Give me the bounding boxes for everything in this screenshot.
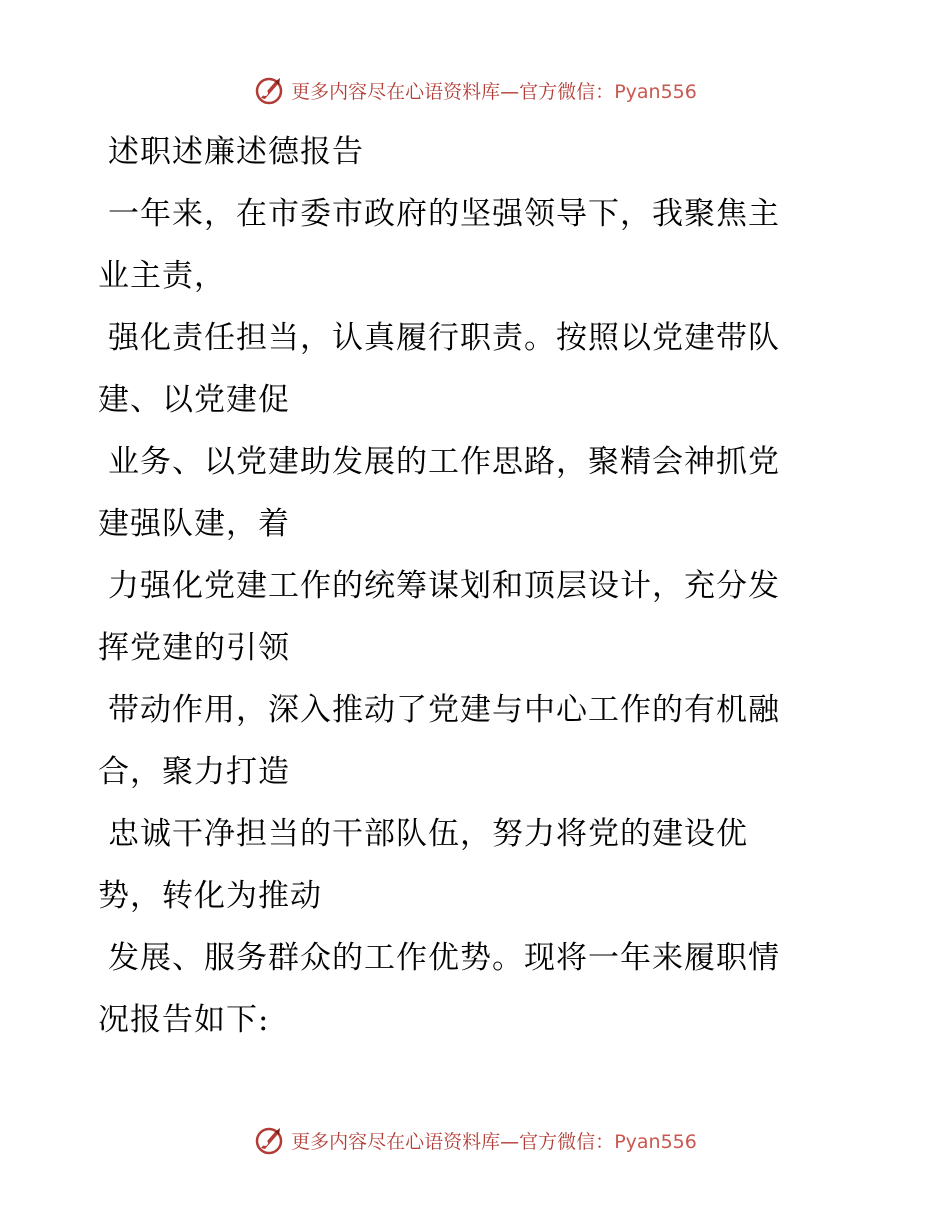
paragraph-line: 强化责任担当，认真履行职责。按照以党建带队 [108,320,780,357]
document-body [98,122,838,1052]
watermark-wechat-id: Pyan556 [614,80,697,103]
paragraph-line: 挥党建的引领 [98,630,290,667]
paragraph-line: 业务、以党建助发展的工作思路，聚精会神抓党 [108,444,780,481]
paragraph-line: 业主责， [98,258,226,295]
paragraph-line: 带动作用，深入推动了党建与中心工作的有机融 [108,692,780,729]
watermark-wechat-label: 官方微信： [519,80,615,103]
quill-seal-icon [253,74,285,106]
watermark-main: 更多内容尽在心语资料库 [291,1130,501,1153]
paragraph-line: 发展、服务群众的工作优势。现将一年来履职情 [108,940,780,977]
paragraph-line: 合，聚力打造 [98,754,290,791]
watermark-text [291,77,697,104]
quill-seal-icon [253,1124,285,1156]
watermark-wechat-id: Pyan556 [614,1130,697,1153]
watermark-wechat-label: 官方微信： [519,1130,615,1153]
paragraph-line: 建强队建，着 [98,506,290,543]
paragraph-line: 力强化党建工作的统筹谋划和顶层设计，充分发 [108,568,780,605]
paragraph-line: 一年来，在市委市政府的坚强领导下，我聚焦主 [108,196,780,233]
document-title: 述职述廉述德报告 [108,134,364,171]
footer-watermark [0,1120,950,1160]
paragraph-line: 忠诚干净担当的干部队伍，努力将党的建设优 [108,816,748,853]
watermark-main: 更多内容尽在心语资料库 [291,80,501,103]
watermark-dash: — [500,80,520,103]
paragraph-line: 势，转化为推动 [98,878,322,915]
watermark-text [291,1127,697,1154]
paragraph-line: 况报告如下: [98,1002,270,1039]
paragraph-line: 建、以党建促 [98,382,290,419]
header-watermark [0,70,950,110]
watermark-dash: — [500,1130,520,1153]
